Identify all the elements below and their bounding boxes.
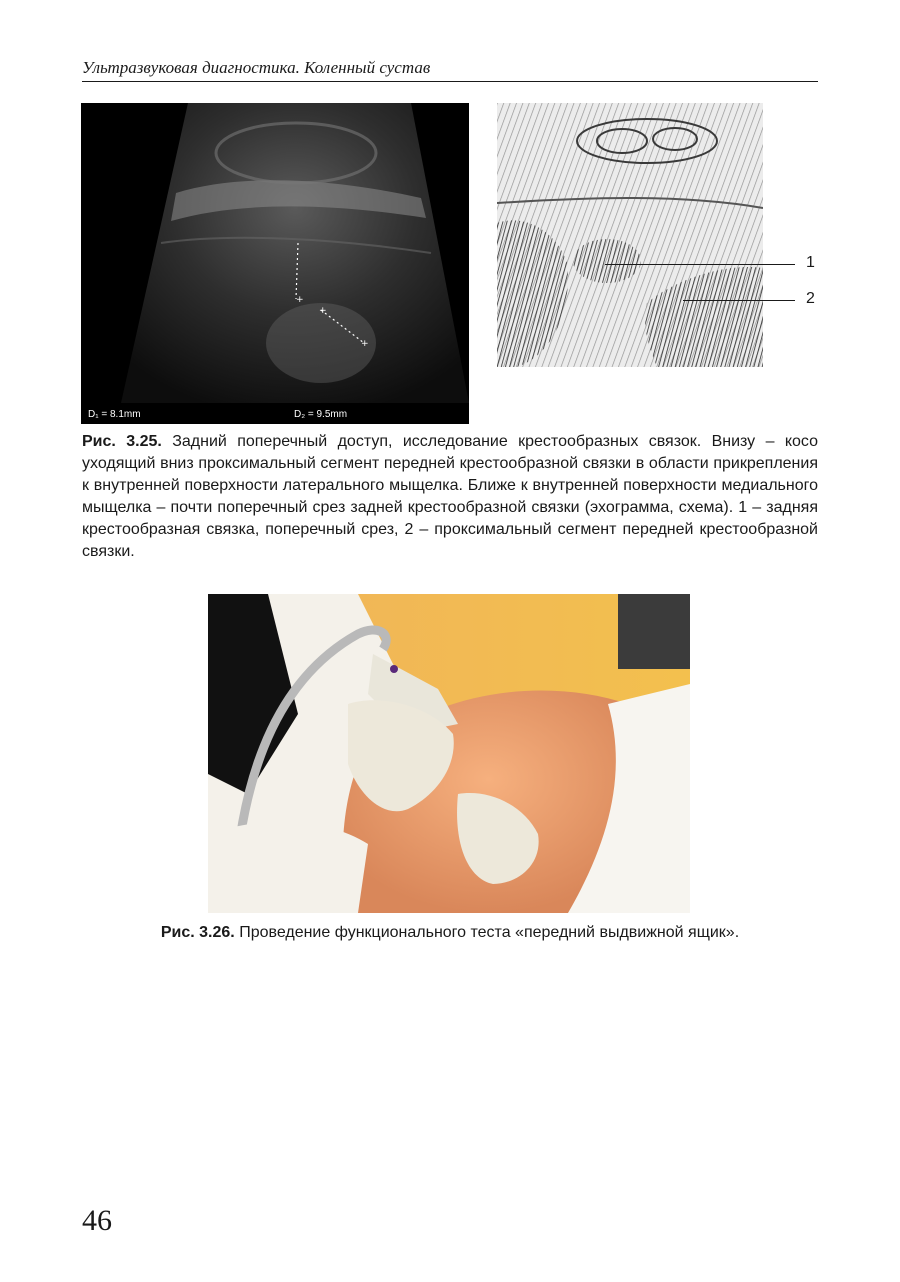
caption-lead: Рис. 3.26. [160, 924, 235, 941]
caption-text: Задний поперечный доступ, исследование крестообразных связок. Внизу – косо уходящий вниз проксимальный сегмент передней крестообразной связки в области прикрепления к внутренней поверхности латерального мыщелка. Ближе к внутренней поверхности медиального мыщелка – почти поперечный срез задней крестообразной связки (эхограмма, схема). 1 – задняя крестообразная связка, поперечный срез, 2 – проксимальный сегмент передней крестообразной связки. [82, 433, 819, 560]
measurement-d2-label: D₂ = 9.5mm [294, 409, 348, 420]
svg-text:+: + [319, 306, 327, 316]
ultrasound-image [81, 103, 469, 424]
figure-3-26-caption [0, 922, 900, 944]
callout-line-2 [683, 300, 795, 301]
schematic-drawing [497, 103, 763, 367]
svg-text:+: + [361, 339, 369, 349]
callout-label-1: 1 [806, 254, 815, 271]
svg-text:+: + [296, 295, 304, 305]
figure-3-25-caption [82, 431, 818, 563]
page-number: 46 [82, 1204, 112, 1237]
caption-text: Проведение функционального теста «передний выдвижной ящик». [234, 924, 740, 941]
knee-exam-photo [208, 594, 690, 913]
header-rule [82, 81, 818, 82]
callout-line-1 [605, 264, 795, 265]
measurement-d1-label: D₁ = 8.1mm [88, 409, 141, 420]
callout-label-2: 2 [806, 290, 815, 307]
caption-lead: Рис. 3.25. [82, 433, 162, 450]
running-title: Ультразвуковая диагностика. Коленный сустав [82, 58, 431, 77]
